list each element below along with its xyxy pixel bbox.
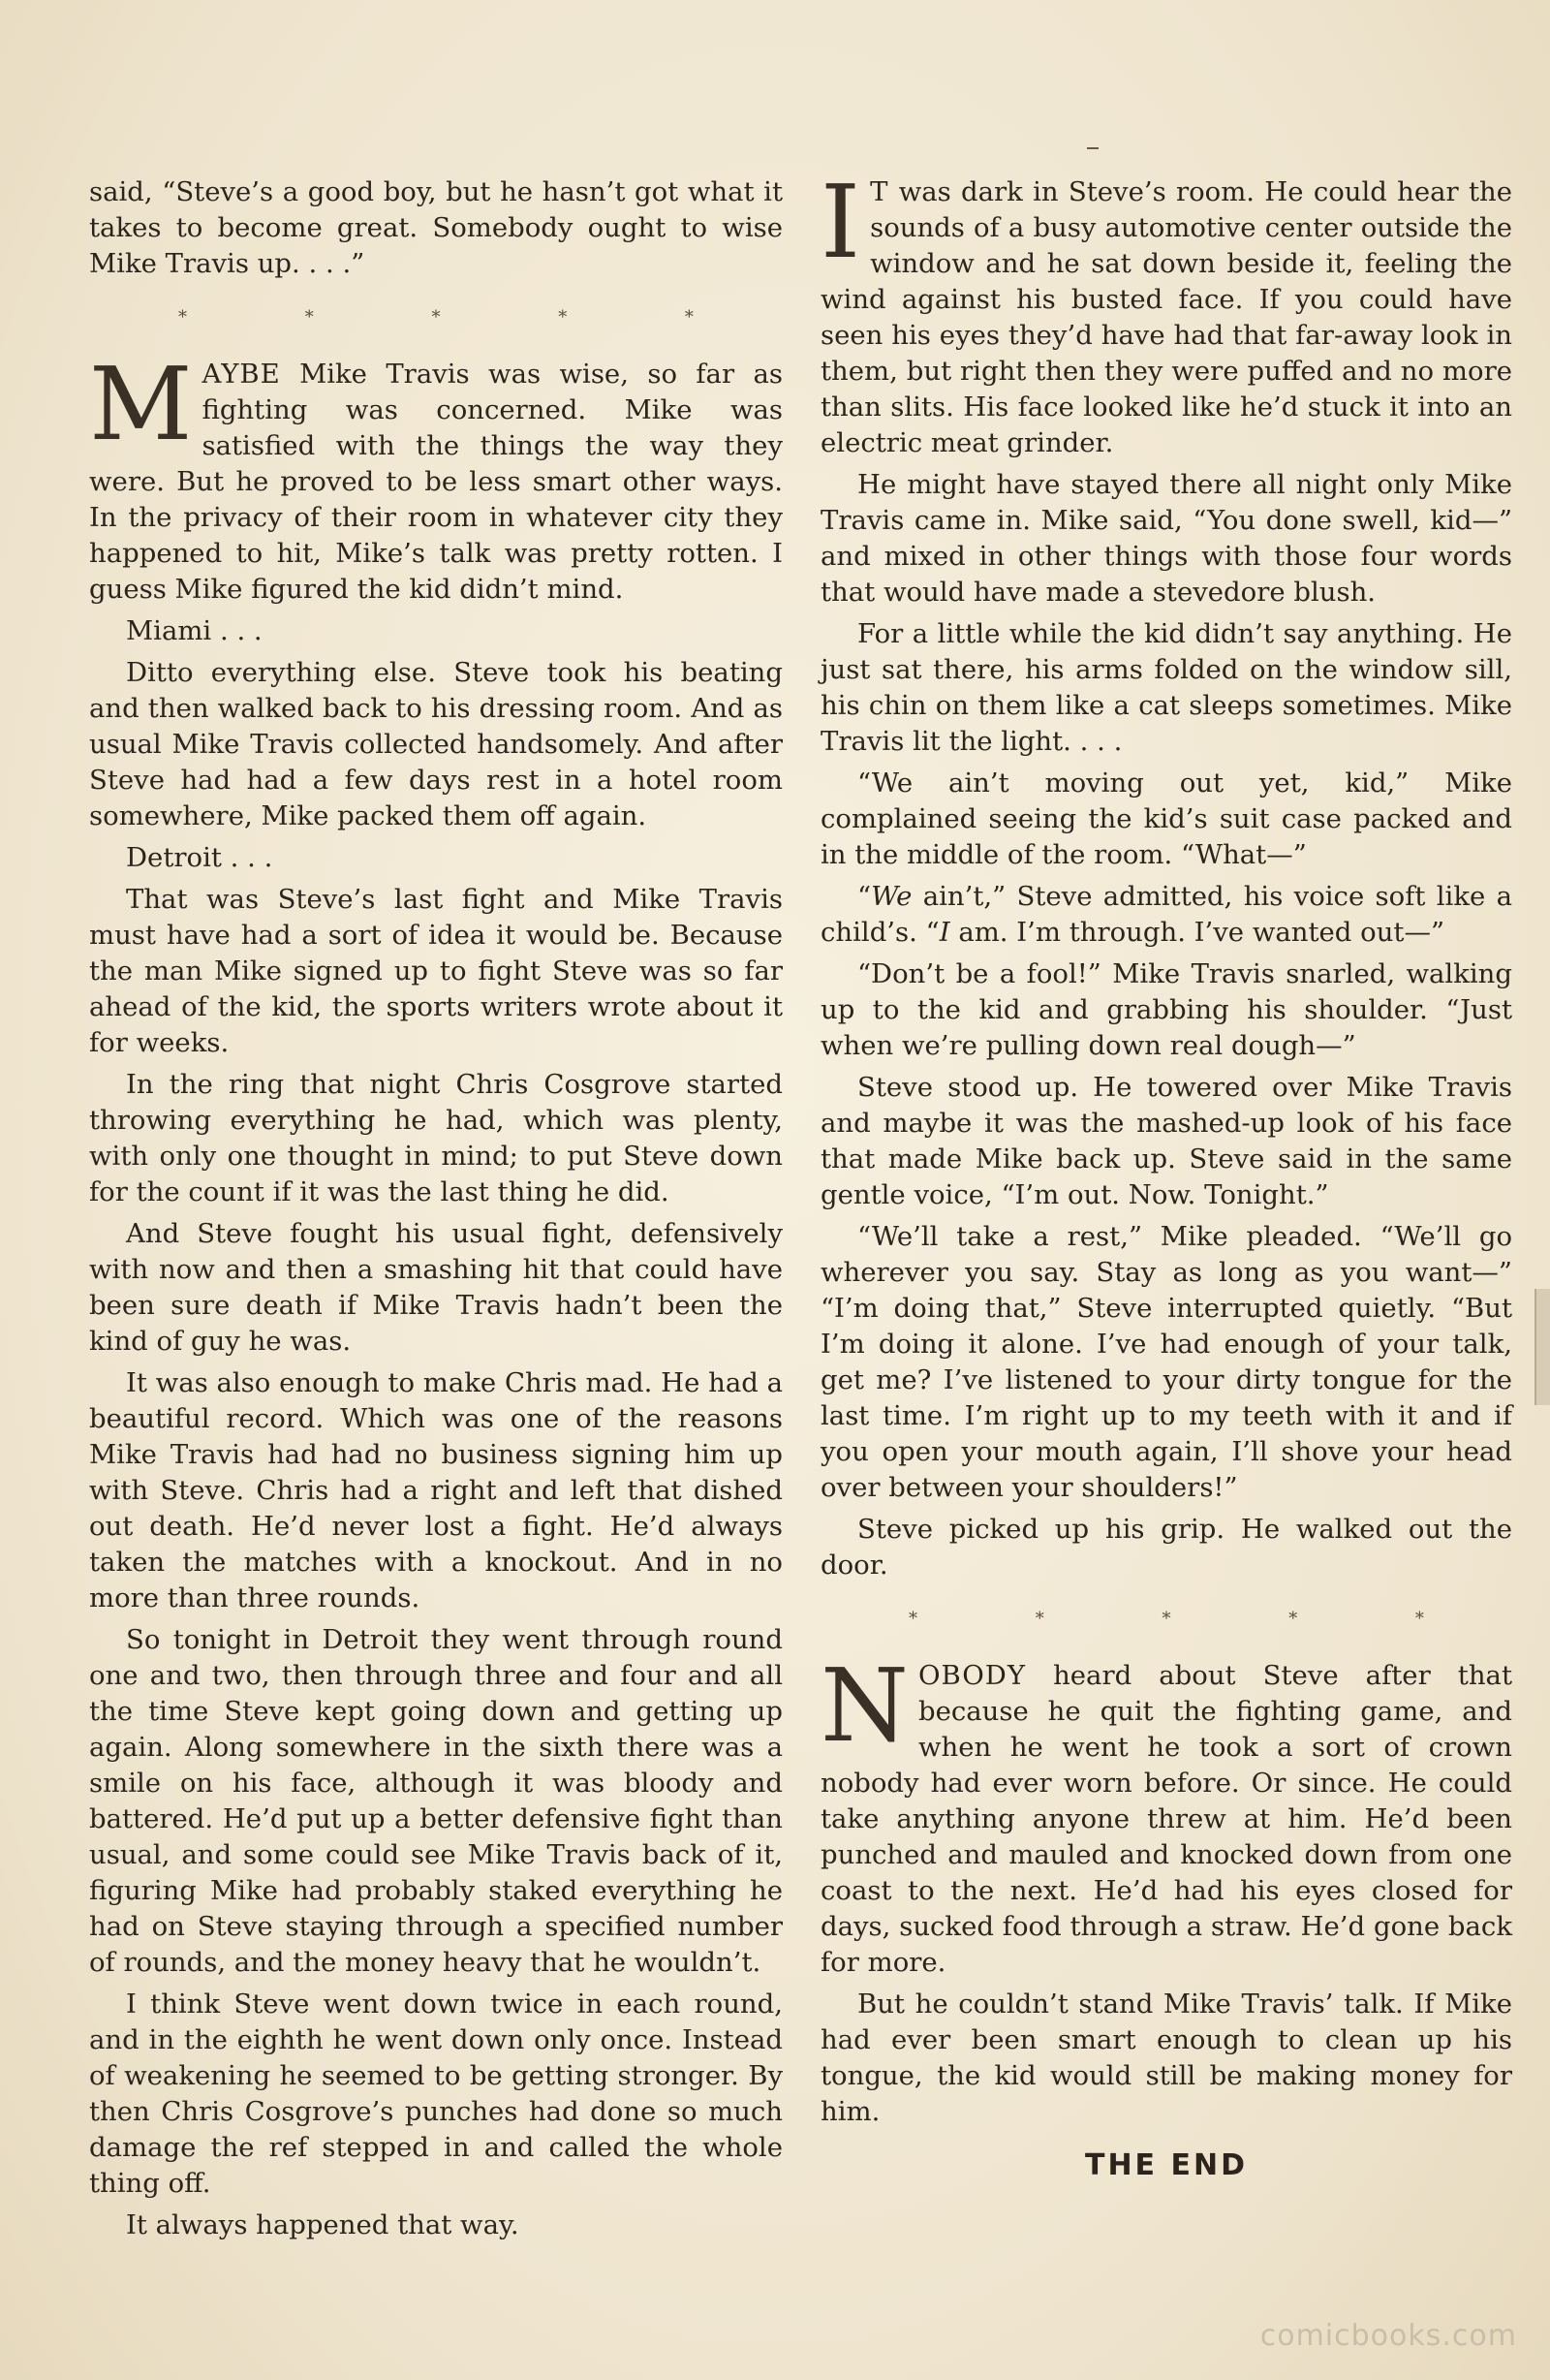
paragraph-text: Mike Travis was wise, so far as fighting was concerned. Mike was satisfied with the things the way they were. But he proved to be less smart other ways. In the privacy of their room in whatever city they happened to hit, Mike’s talk was pretty rotten. I guess Mike figured the kid didn’t mind. [89, 359, 783, 605]
paragraph: Miami . . . [126, 615, 263, 646]
right-column [821, 163, 1512, 2183]
paragraph: “We ain’t moving out yet, kid,” Mike complained seeing the kid’s suit case packed and in the middle of the room. “What—” [821, 767, 1512, 870]
section-opening-paragraph [821, 163, 1512, 461]
small-caps-lead: T [870, 176, 889, 207]
italic-word: We [871, 881, 913, 912]
page-edge-tab [1534, 1289, 1550, 1405]
drop-cap: I [821, 163, 861, 281]
left-column [89, 174, 783, 2249]
paragraph-text: heard about Steve after that because he quit the fighting game, and when he went he took a sort of crown nobody had ever worn before. Or since. He could take anything anyone threw at him. He’d been punched and mauled and knocked down from one coast to the next. He’d had his eyes closed for days, sucked food through a straw. He’d gone back for more. [821, 1660, 1512, 1978]
paragraph: So tonight in Detroit they went through round one and two, then through three and four and all the time Steve kept going down and getting up again. Along somewhere in the sixth there was a smile on his face, although it was bloody and battered. He’d put up a better defensive fight than usual, and some could see Mike Travis back of it, figuring Mike had probably staked everything he had on Steve staying through a specified number of rounds, and the money heavy that he wouldn’t. [89, 1624, 783, 1978]
drop-cap: N [821, 1646, 909, 1765]
paragraph: said, “Steve’s a good boy, but he hasn’t got what it takes to become great. Somebody ought to wise Mike Travis up. . . .” [89, 176, 783, 279]
paragraph-text: was dark in Steve’s room. He could hear the sounds of a busy automotive center outside the window and he sat down beside it, feeling the wind against his busted face. If you could have seen his eyes they’d have had that far-away look in them, but right then they were puffed and no more than slits. His face looked like he’d stuck it into an electric meat grinder. [821, 176, 1512, 458]
paragraph-text: am. I’m through. I’ve wanted out—” [949, 917, 1445, 948]
paragraph: “We’ll take a rest,” Mike pleaded. “We’ll go wherever you say. Stay as long as you want—” “I’m doing that,” Steve interrupted quietly. “But I’m doing it alone. I’ve had enough of your talk, get me? I’ve listened to your dirty tongue for the last time. I’m right up to my teeth with it and if you open your mouth again, I’ll shove your head over between your shoulders!” [821, 1221, 1512, 1503]
paragraph: In the ring that night Chris Cosgrove started throwing everything he had, which was plenty, with only one thought in mind; to put Steve down for the count if it was the last thing he did. [89, 1069, 783, 1207]
paragraph: It always happened that way. [126, 2209, 519, 2240]
paragraph: I think Steve went down twice in each round, and in the eighth he went down only once. Instead of weakening he seemed to be getting stronger. By then Chris Cosgrove’s punches had done so much damage the ref stepped in and called the whole thing off. [89, 1989, 783, 2199]
paragraph: “Don’t be a fool!” Mike Travis snarled, walking up to the kid and grabbing his shoulder. “Just when we’re pulling down real dough—” [821, 958, 1512, 1061]
drop-cap: M [89, 345, 193, 463]
paragraph: But he couldn’t stand Mike Travis’ talk. If Mike had ever been smart enough to clean up his tongue, the kid would still be making money for him. [821, 1989, 1512, 2127]
paragraph: And Steve fought his usual fight, defensively with now and then a smashing hit that could have been sure death if Mike Travis hadn’t been the kind of guy he was. [89, 1218, 783, 1357]
paragraph: Ditto everything else. Steve took his beating and then walked back to his dressing room. And as usual Mike Travis collected handsomely. And after Steve had had a few days rest in a hotel room somewhere, Mike packed them off again. [89, 657, 783, 831]
paragraph: Detroit . . . [126, 842, 273, 873]
the-end-label: THE END [1084, 2148, 1248, 2182]
section-break-stars: * * * * * [909, 1609, 1480, 1629]
paragraph: It was also enough to make Chris mad. He had a beautiful record. Which was one of the reasons Mike Travis had had no business signing him up with Steve. Chris had a right and left that dished out death. He’d never lost a fight. He’d always taken the matches with a knockout. And in no more than three rounds. [89, 1367, 783, 1613]
section-opening-paragraph [821, 1646, 1512, 1981]
small-caps-lead: OBODY [918, 1660, 1027, 1691]
top-rule-mark [1087, 147, 1099, 149]
paragraph: “We ain’t,” Steve admitted, his voice soft like a child’s. “I am. I’m through. I’ve wanted out—” [821, 881, 1512, 948]
small-caps-lead: AYBE [202, 359, 281, 390]
italic-word: I [939, 917, 950, 948]
paragraph: He might have stayed there all night only Mike Travis came in. Mike said, “You done swell, kid—” and mixed in other things with those four words that would have made a stevedore blush. [821, 469, 1512, 608]
section-opening-paragraph [89, 345, 783, 608]
paragraph: Steve picked up his grip. He walked out the door. [821, 1514, 1512, 1581]
watermark: comicbooks.com [1259, 2319, 1517, 2353]
section-break-stars: * * * * * [178, 307, 750, 328]
paragraph: Steve stood up. He towered over Mike Travis and maybe it was the mashed-up look of his face that made Mike back up. Steve said in the same gentle voice, “I’m out. Now. Tonight.” [821, 1072, 1512, 1210]
paragraph-text: ain’t,” Steve admitted, his voice soft like a child’s. “ [821, 881, 1512, 948]
paragraph: That was Steve’s last fight and Mike Travis must have had a sort of idea it would be. Because the man Mike signed up to fight Steve was so far ahead of the kid, the sports writers wrote about it for weeks. [89, 884, 783, 1058]
paragraph: For a little while the kid didn’t say anything. He just sat there, his arms folded on the window sill, his chin on them like a cat sleeps sometimes. Mike Travis lit the light. . . . [821, 618, 1512, 757]
